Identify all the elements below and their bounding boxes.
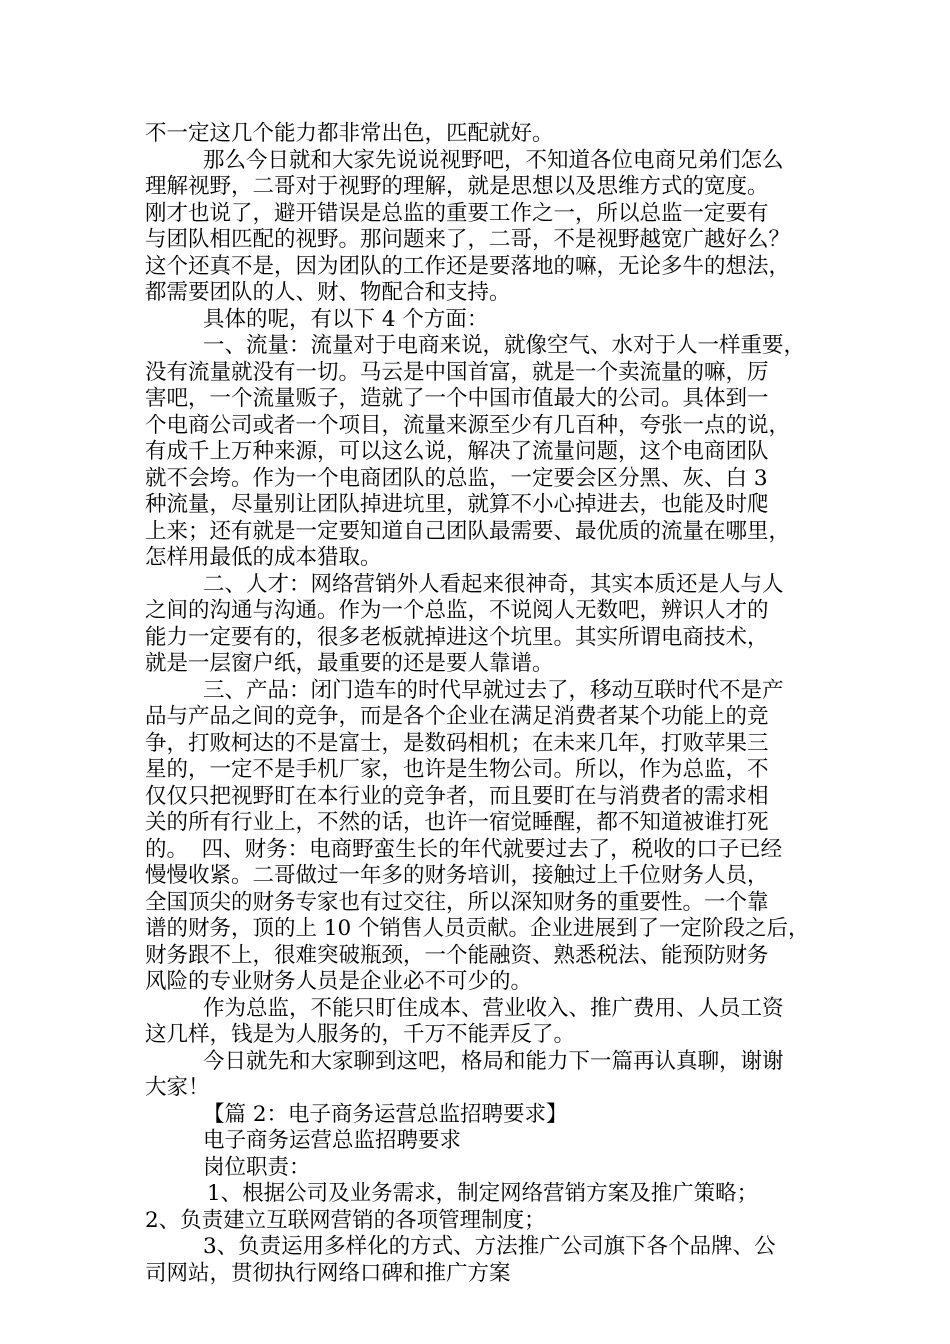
text-line: 谱的财务，顶的上 10 个销售人员贡献。企业进展到了一定阶段之后， <box>145 916 810 941</box>
text-line: 理解视野，二哥对于视野的理解，就是思想以及思维方式的宽度。 <box>145 174 769 199</box>
text-line: 的。 四、财务：电商野蛮生长的年代就要过去了，税收的口子已经 <box>145 836 783 862</box>
text-line: 个电商公司或者一个项目，流量来源至少有几百种，夸张一点的说， <box>145 412 791 438</box>
text-line: 司网站，贯彻执行网络口碑和推广方案 <box>145 1260 511 1286</box>
section-title: 电子商务运营总监招聘要求 <box>203 1128 462 1153</box>
text-line: 就是一层窗户纸，最重要的还是要人靠谱。 <box>145 651 554 676</box>
text-line: 那么今日就和大家先说说视野吧，不知道各位电商兄弟们怎么 <box>203 147 784 173</box>
text-line: 关的所有行业上，不然的话，也许一宿觉睡醒，都不知道被谁打死 <box>145 810 769 835</box>
text-line: 作为总监，不能只盯住成本、营业收入、推广费用、人员工资 <box>203 995 784 1021</box>
text-line: 种流量，尽量别让团队掉进坑里，就算不小心掉进去，也能及时爬 <box>145 492 769 517</box>
section-heading: 【篇 2：电子商务运营总监招聘要求】 <box>203 1101 568 1127</box>
text-line: 不一定这几个能力都非常出色，匹配就好。 <box>145 121 554 146</box>
text-line: 刚才也说了，避开错误是总监的重要工作之一，所以总监一定要有 <box>145 200 769 226</box>
text-line: 风险的专业财务人员是企业必不可少的。 <box>145 969 533 994</box>
text-line: 财务跟不上，很难突破瓶颈，一个能融资、熟悉税法、能预防财务 <box>145 942 769 968</box>
text-line: 就不会垮。作为一个电商团队的总监，一定要会区分黑、灰、白 3 <box>145 465 768 491</box>
text-line: 害吧，一个流量贩子，造就了一个中国市值最大的公司。具体到一 <box>145 386 769 411</box>
text-line: 怎样用最低的成本猎取。 <box>145 545 382 570</box>
text-line: 岗位职责： <box>203 1154 311 1180</box>
text-line: 具体的呢，有以下 4 个方面： <box>203 306 489 332</box>
text-line: 没有流量就没有一切。马云是中国首富，就是一个卖流量的嘛，厉 <box>145 359 769 385</box>
text-line: 之间的沟通与沟通。作为一个总监，不说阅人无数吧，辨识人才的 <box>145 598 769 623</box>
text-line: 与团队相匹配的视野。那问题来了，二哥，不是视野越宽广越好么？ <box>145 227 791 252</box>
text-line: 慢慢收紧。二哥做过一年多的财务培训，接触过上千位财务人员， <box>145 863 769 888</box>
text-line: 三、产品：闭门造车的时代早就过去了，移动互联时代不是产 <box>203 677 784 703</box>
text-line: 能力一定要有的，很多老板就掉进这个坑里。其实所谓电商技术， <box>145 624 769 650</box>
text-line: 都需要团队的人、财、物配合和支持。 <box>145 280 511 305</box>
list-item: 2、负责建立互联网营销的各项管理制度； <box>145 1207 546 1233</box>
text-line: 有成千上万种来源，可以这么说，解决了流量问题，这个电商团队 <box>145 439 769 464</box>
list-item: 1、根据公司及业务需求，制定网络营销方案及推广策略； <box>207 1181 759 1206</box>
text-line: 这几样，钱是为人服务的，千万不能弄反了。 <box>145 1022 576 1047</box>
text-line: 全国顶尖的财务专家也有过交往，所以深知财务的重要性。一个靠 <box>145 889 769 915</box>
text-line: 这个还真不是，因为团队的工作还是要落地的嘛，无论多牛的想法， <box>145 253 791 279</box>
text-line: 争，打败柯达的不是富士，是数码相机；在未来几年，打败苹果三 <box>145 730 769 756</box>
text-line: 星的，一定不是手机厂家，也许是生物公司。所以，作为总监，不 <box>145 757 769 782</box>
list-item: 3、负责运用多样化的方式、方法推广公司旗下各个品牌、公 <box>203 1234 776 1259</box>
text-line: 二、人才：网络营销外人看起来很神奇，其实本质还是人与人 <box>203 571 784 597</box>
text-line: 上来；还有就是一定要知道自己团队最需要、最优质的流量在哪里， <box>145 518 791 544</box>
text-line: 一、流量：流量对于电商来说，就像空气、水对于人一样重要， <box>203 333 806 358</box>
article-body <box>145 121 815 1287</box>
text-line: 大家！ <box>145 1075 210 1100</box>
text-line: 品与产品之间的竞争，而是各个企业在满足消费者某个功能上的竞 <box>145 704 769 729</box>
text-line: 今日就先和大家聊到这吧，格局和能力下一篇再认真聊，谢谢 <box>203 1048 784 1074</box>
text-line: 仅仅只把视野盯在本行业的竞争者，而且要盯在与消费者的需求相 <box>145 783 769 809</box>
